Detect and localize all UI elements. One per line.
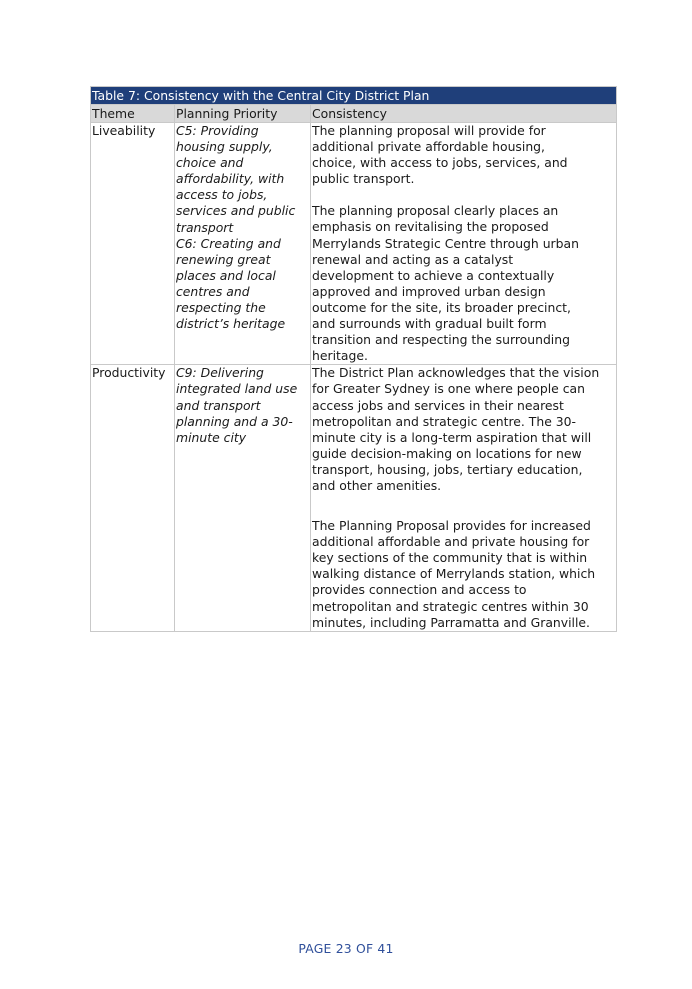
header-consistency: Consistency	[311, 105, 617, 123]
theme-cell: Liveability	[91, 123, 175, 365]
consistency-cell	[311, 365, 617, 631]
consistency-paragraph: The planning proposal will provide for additional private affordable housing, choice, with access to jobs, services, and public transport.	[312, 123, 568, 187]
priority-cell	[175, 365, 311, 631]
priority-cell	[175, 123, 311, 365]
table-row	[91, 365, 617, 631]
planning-priority: C6: Creating and renewing great places and local centres and respecting the district’s heritage	[176, 235, 286, 332]
theme-cell: Productivity	[91, 365, 175, 631]
page-number-footer: PAGE 23 OF 41	[298, 941, 394, 956]
consistency-paragraph: The planning proposal clearly places an emphasis on revitalising the proposed Merrylands Strategic Centre through urban renewal and acting as a catalyst development to achieve a contextually approved and improved urban design outcome for the site, its broader precinct, and surrounds with gradual built form transition and respecting the surrounding heritage.	[312, 203, 579, 364]
planning-priority: C9: Delivering integrated land use and transport planning and a 30- minute city	[176, 365, 298, 445]
header-theme: Theme	[91, 105, 175, 123]
consistency-table	[90, 86, 617, 632]
consistency-paragraph: The District Plan acknowledges that the vision for Greater Sydney is one where people can access jobs and services in their nearest metropolitan and strategic centre. The 30- minute city is a long-term aspiration that will guide decision-making on locations for new transport, housing, jobs, tertiary education, and other amenities.	[312, 365, 600, 493]
table-title: Table 7: Consistency with the Central City District Plan	[91, 87, 617, 105]
table-header-row	[91, 105, 617, 123]
header-planning-priority: Planning Priority	[175, 105, 311, 123]
table-title-row	[91, 87, 617, 105]
consistency-paragraph: The Planning Proposal provides for increased additional affordable and private housing for key sections of the community that is within walking distance of Merrylands station, which provides connection and access to metropolitan and strategic centres within 30 minutes, including Parramatta and Granville.	[312, 518, 596, 630]
consistency-cell	[311, 123, 617, 365]
planning-priority: C5: Providing housing supply, choice and affordability, with access to jobs, services and public transport	[176, 123, 296, 235]
table-row	[91, 123, 617, 365]
